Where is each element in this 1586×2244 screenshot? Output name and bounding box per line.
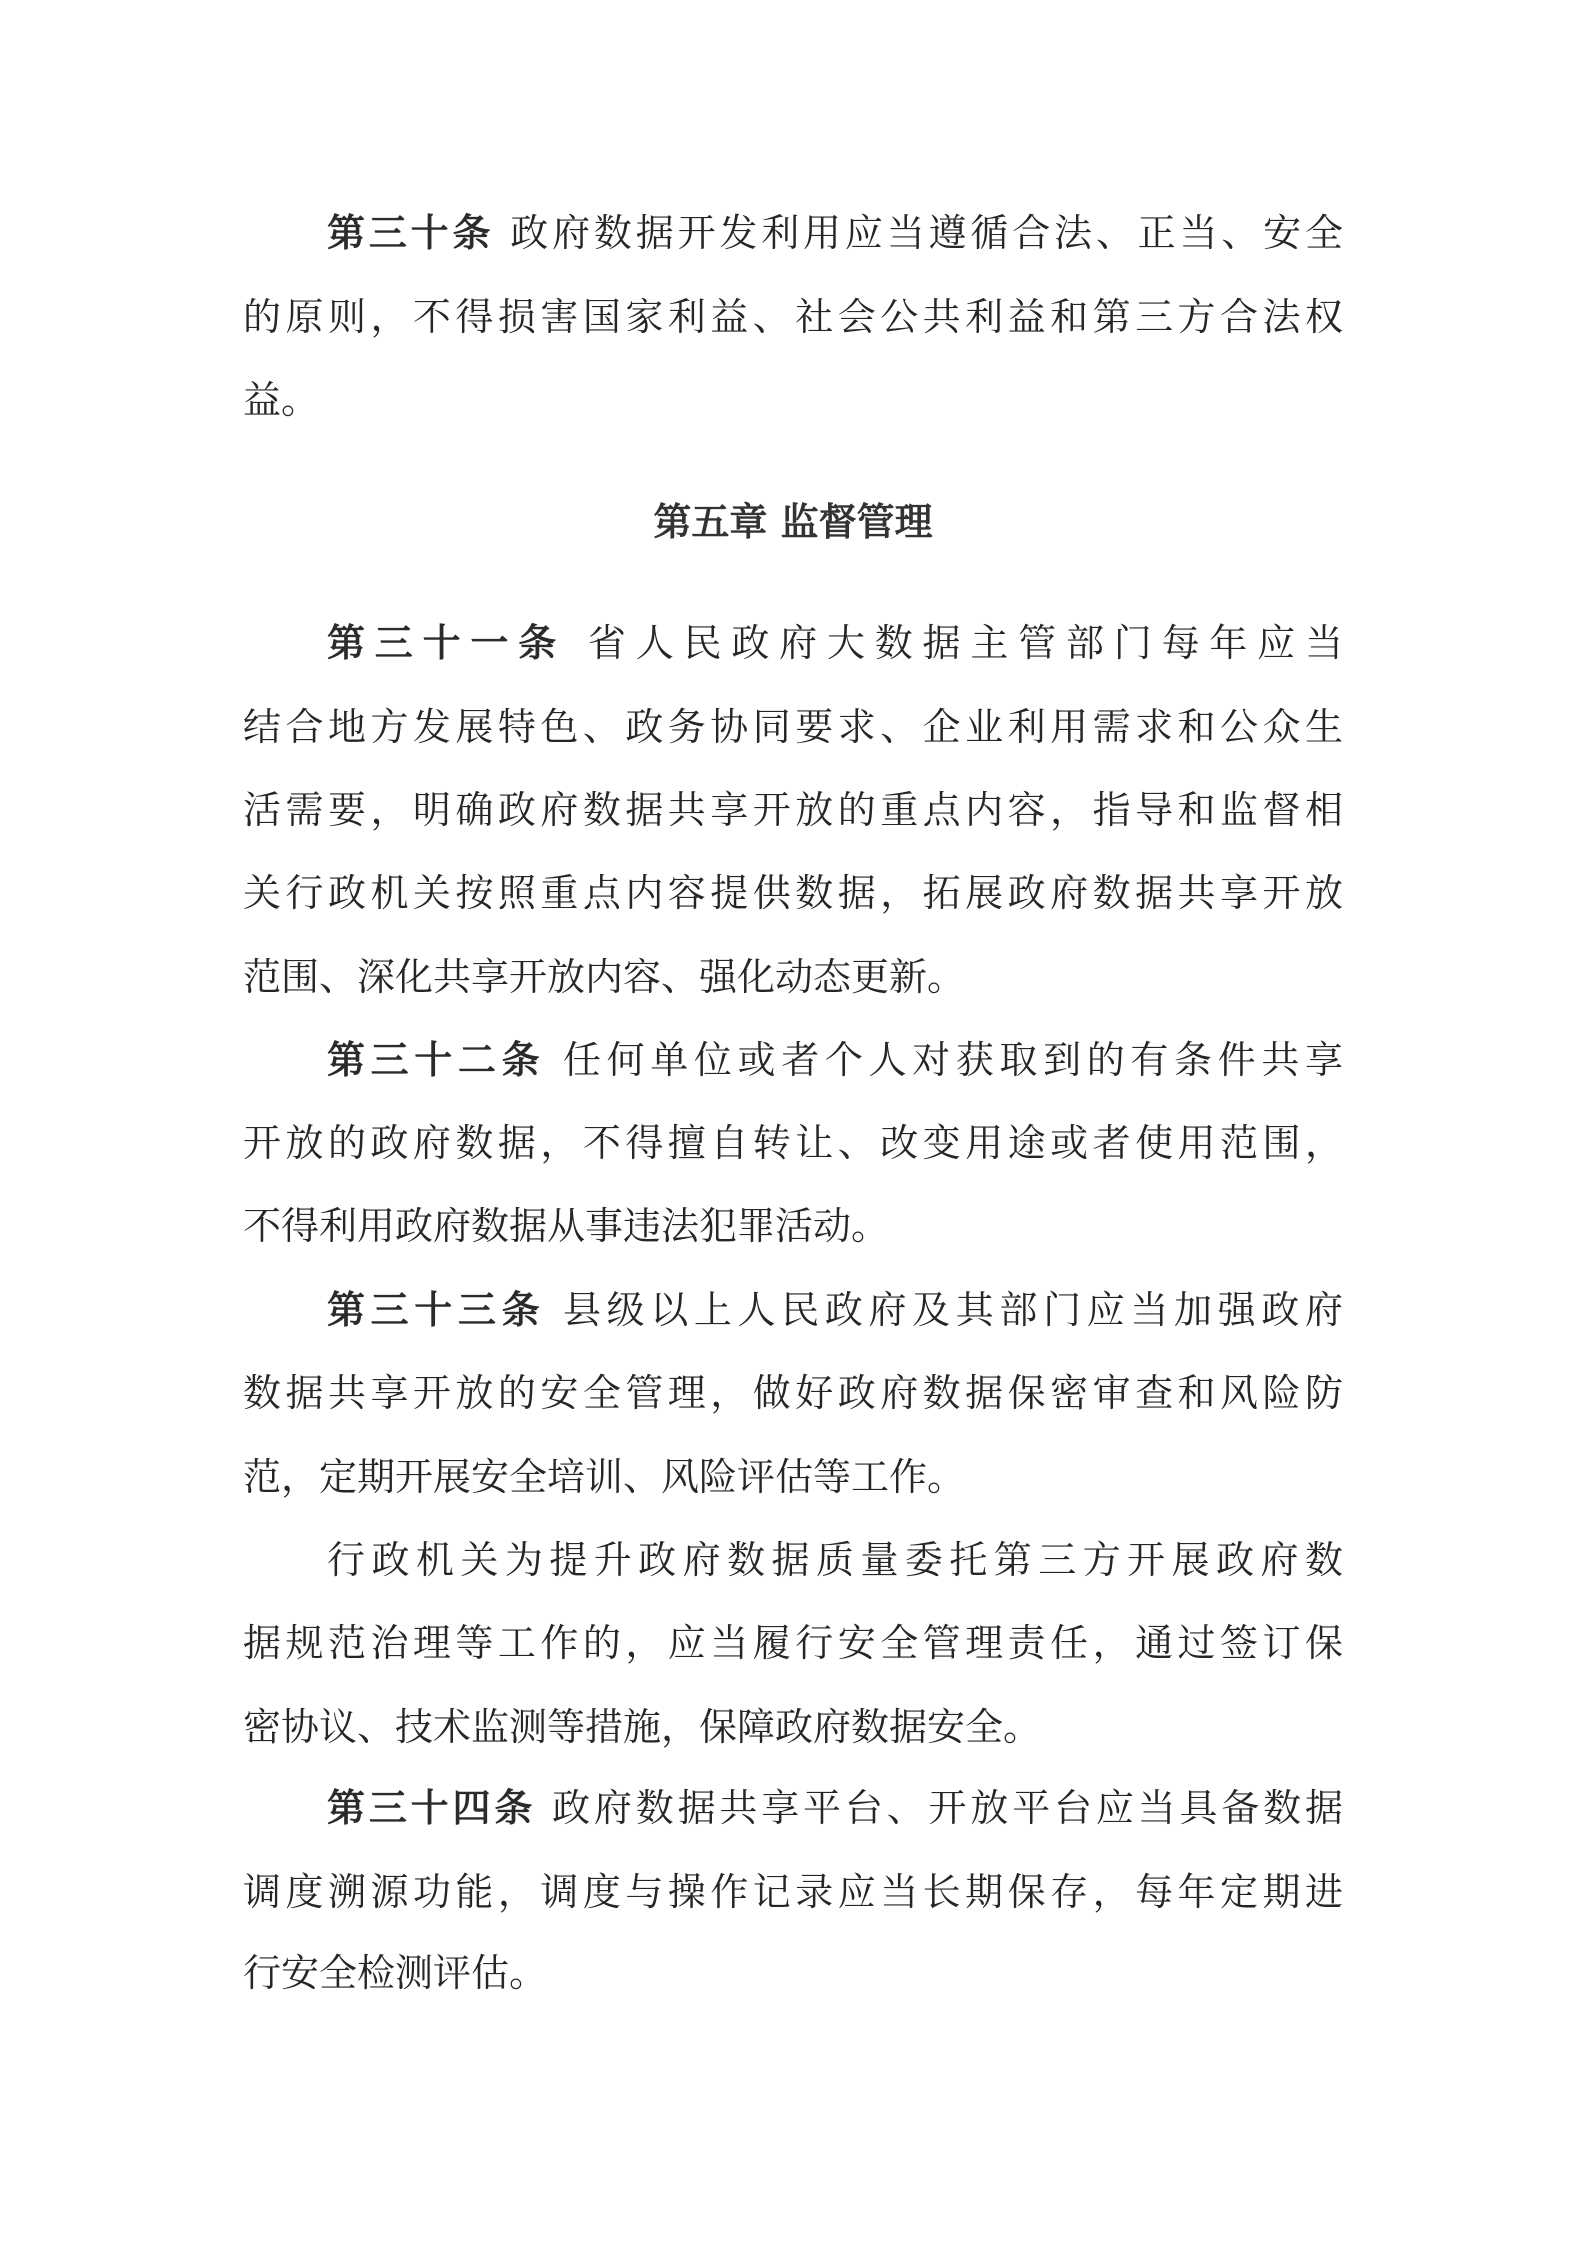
article-31-line-5: 范围、深化共享开放内容、强化动态更新。 [243, 955, 966, 999]
article-34-line-3: 行安全检测评估。 [243, 1951, 548, 1995]
chapter-heading: 第五章 监督管理 [653, 500, 933, 544]
article-31-line-2: 结合地方发展特色、政务协同要求、企业利用需求和公众生 [243, 705, 1343, 749]
article-33-para-2-line-3: 密协议、技术监测等措施，保障政府数据安全。 [243, 1705, 1042, 1749]
article-30-line-1 [327, 207, 1343, 259]
article-34-label: 第三十四条 [327, 1786, 537, 1830]
article-33-line-3: 范，定期开展安全培训、风险评估等工作。 [243, 1455, 966, 1499]
article-30-label: 第三十条 [327, 211, 495, 255]
article-33-line-1 [327, 1284, 1343, 1336]
article-30-line-3: 益。 [243, 378, 320, 422]
article-33-text: 县级以上人民政府及其部门应当加强政府 [562, 1288, 1343, 1332]
article-34-line-1 [327, 1782, 1343, 1834]
article-33-label: 第三十三条 [327, 1288, 546, 1332]
article-32-line-3: 不得利用政府数据从事违法犯罪活动。 [243, 1204, 890, 1248]
article-33-para-2-line-1: 行政机关为提升政府数据质量委托第三方开展政府数 [327, 1538, 1343, 1582]
article-31-line-3: 活需要，明确政府数据共享开放的重点内容，指导和监督相 [243, 788, 1343, 832]
article-33-para-2-line-2: 据规范治理等工作的，应当履行安全管理责任，通过签订保 [243, 1621, 1343, 1665]
article-31-text: 省人民政府大数据主管部门每年应当 [587, 621, 1343, 665]
article-30-line-2: 的原则，不得损害国家利益、社会公共利益和第三方合法权 [243, 295, 1343, 339]
article-31-label: 第三十一条 [327, 621, 567, 665]
article-32-label: 第三十二条 [327, 1038, 546, 1082]
article-34-text: 政府数据共享平台、开放平台应当具备数据 [552, 1786, 1343, 1830]
article-30-text: 政府数据开发利用应当遵循合法、正当、安全 [510, 211, 1343, 255]
article-31-line-4: 关行政机关按照重点内容提供数据，拓展政府数据共享开放 [243, 871, 1343, 915]
article-33-line-2: 数据共享开放的安全管理，做好政府数据保密审查和风险防 [243, 1371, 1343, 1415]
article-32-line-1 [327, 1034, 1343, 1086]
article-31-line-1 [327, 617, 1343, 669]
article-34-line-2: 调度溯源功能，调度与操作记录应当长期保存，每年定期进 [243, 1870, 1343, 1914]
article-32-line-2: 开放的政府数据，不得擅自转让、改变用途或者使用范围， [243, 1121, 1343, 1165]
article-32-text: 任何单位或者个人对获取到的有条件共享 [562, 1038, 1343, 1082]
